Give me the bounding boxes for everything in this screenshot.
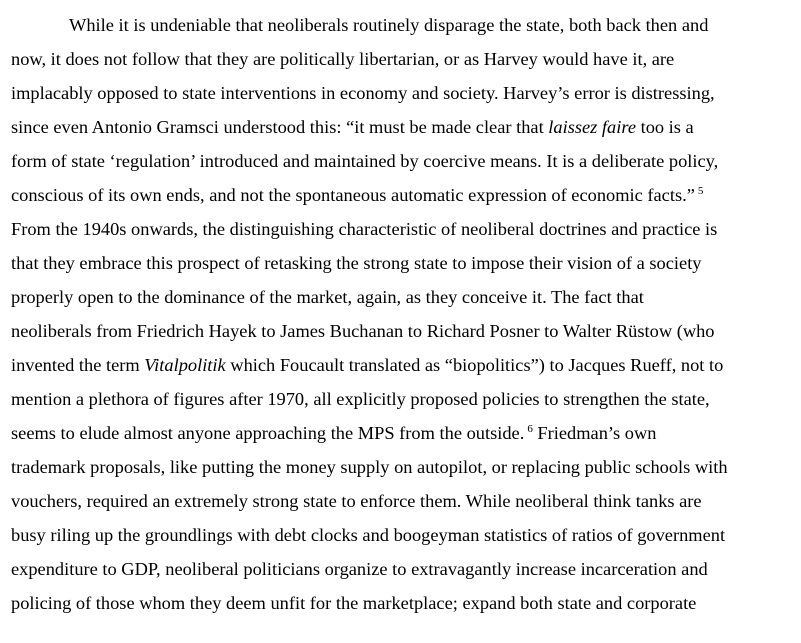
line-text: vouchers, required an extremely strong state to enforce them. While neoliberal think tanks are	[11, 491, 702, 511]
text-line	[11, 246, 702, 280]
line-text: conscious of its own ends, and not the spontaneous automatic expression of economic facts.”	[11, 185, 695, 205]
line-text: policing of those whom they deem unfit for the marketplace; expand both state and corporate	[11, 593, 697, 613]
text-line	[11, 552, 708, 586]
text-line	[11, 76, 715, 110]
line-text: mention a plethora of figures after 1970, all explicitly proposed policies to strengthen the state,	[11, 389, 710, 409]
text-line	[11, 416, 656, 450]
line-text: properly open to the dominance of the market, again, as they conceive it. The fact that	[11, 287, 644, 307]
text-line	[69, 8, 708, 42]
text-line	[11, 382, 710, 416]
text-line	[11, 212, 717, 246]
line-text: which Foucault translated as “biopolitics”) to Jacques Rueff, not to	[225, 355, 724, 375]
line-text: form of state ‘regulation’ introduced and maintained by coercive means. It is a deliberate policy,	[11, 151, 719, 171]
line-text: While it is undeniable that neoliberals routinely disparage the state, both back then and	[69, 15, 709, 35]
line-text: invented the term	[11, 355, 145, 375]
line-text: From the 1940s onwards, the distinguishing characteristic of neoliberal doctrines and practice is	[11, 219, 718, 239]
line-text: seems to elude almost anyone approaching the MPS from the outside.	[11, 423, 525, 443]
text-line	[11, 42, 674, 76]
text-line	[11, 144, 718, 178]
line-text: neoliberals from Friedrich Hayek to James Buchanan to Richard Posner to Walter Rüstow (who	[11, 321, 715, 341]
line-text: that they embrace this prospect of retasking the strong state to impose their vision of a society	[11, 253, 702, 273]
line-text: trademark proposals, like putting the money supply on autopilot, or replacing public schools with	[11, 457, 728, 477]
line-text: implacably opposed to state interventions in economy and society. Harvey’s error is distressing,	[11, 83, 715, 103]
text-line	[11, 280, 644, 314]
text-line	[11, 450, 728, 484]
italic-term: laissez faire	[548, 117, 636, 137]
text-line	[11, 518, 725, 552]
text-line	[11, 586, 696, 620]
line-text: expenditure to GDP, neoliberal politicians organize to extravagantly increase incarceration and	[11, 559, 708, 579]
text-line	[11, 314, 715, 348]
line-text: Friedman’s own	[532, 423, 657, 443]
line-text: too is a	[635, 117, 694, 137]
italic-term: Vitalpolitik	[144, 355, 226, 375]
text-line	[11, 110, 694, 144]
line-text: busy riling up the groundlings with debt clocks and boogeyman statistics of ratios of government	[11, 525, 726, 545]
text-line	[11, 178, 703, 212]
line-text: since even Antonio Gramsci understood this: “it must be made clear that	[11, 117, 549, 137]
footnote-marker[interactable]: 5	[697, 185, 704, 197]
footnote-marker[interactable]: 6	[527, 423, 533, 435]
text-line	[11, 484, 702, 518]
line-text: now, it does not follow that they are politically libertarian, or as Harvey would have it, are	[11, 49, 675, 69]
text-line	[11, 348, 723, 382]
